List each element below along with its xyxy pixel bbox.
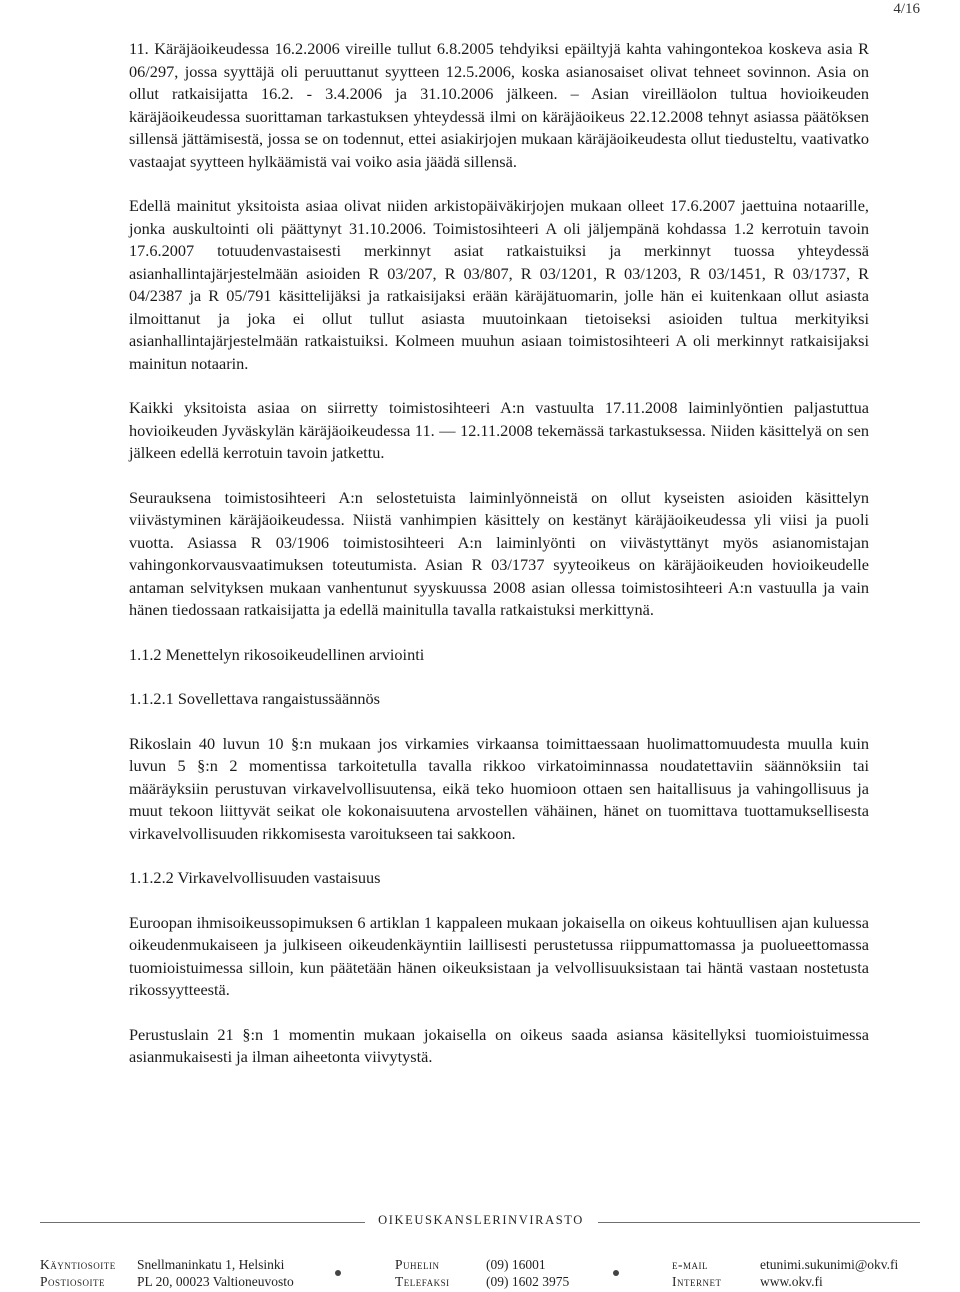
document-body (129, 38, 869, 1091)
footer-divider-right (598, 1222, 920, 1223)
web-label: Internet (672, 1274, 722, 1289)
paragraph-criminal-code: Rikoslain 40 luvun 10 §:n mukaan jos virkamies virkaansa toimittaessaan huolimattomuudesta muulla kuin luvun 5 §:n 2 momentissa tarkoitetulla tavalla rikkoo virkatoiminnassa noudatettaviin säännöksiin tai määräyksiin perustuvan virkavelvollisuutensa, eikä teko huomioon ottaen sen haitallisuus ja vahingollisuus ja muut tekoon liittyvät seikat ole kokonaisuutena arvostellen vähäinen, hänet on tuomittava tuottamuksellisesta virkavelvollisuuden rikkomisesta varoitukseen tai sakkoon. (129, 733, 869, 843)
footer-divider-left (40, 1222, 365, 1223)
paragraph-eleven-cases: Edellä mainitut yksitoista asiaa olivat niiden arkistopäiväkirjojen mukaan olleet 17.6.2007 jaettuina notaarille, jonka auskultointi oli päättynyt 31.10.2006. Toimistosihteeri A oli jäljempänä kohdassa 1.2 kerrotuin tavoin 17.6.2007 totuudenvastaisesti merkinnyt asiat ratkaistuiksi ja merkinnyt tuossa yhteydessä asianhallintajärjestelmään asioiden R 03/207, R 03/807, R 03/1201, R 03/1203, R 03/1451, R 03/1737, R 04/2387 ja R 05/791 käsittelijäksi ja ratkaisijaksi erään käräjätuomarin, jolle hän ei kuitenkaan ollut asiasta ilmoittanut ja joka ei ollut tullut asiasta muutoinkaan tietoiseksi asioiden tultua merkityiksi asianhallintajärjestelmään ratkaistuiksi. Kolmeen muuhun asiaan toimistosihteeri A oli merkinnyt ratkaisijaksi mainitun notaarin. (129, 196, 869, 373)
paragraph-case-11: 11. Käräjäoikeudessa 16.2.2006 vireille tullut 6.8.2005 tehdyiksi epäiltyjä kahta vahingontekoa koskeva asia R 06/297, jossa syyttäjä oli peruuttanut syytteen 12.5.2006, koska asianosaiset olivat tehneet sovinnon. Asia on ollut ratkaisijatta 16.2. - 3.4.2006 ja 31.10.2006 jälkeen. – Asian vireilläolon tultua hovioikeuden käräjäoikeudessa suorittaman tarkastuksen yhteydessä ilmi on käräjäoikeus 22.12.2008 tehnyt asiassa päätöksen sillensä jättämisestä, jossa se on todennut, ettei asiakirjojen mukaan käräjäoikeudesta ollut tiedusteltu, vaativatko vastaajat syytteen hylkäämistä vai voiko asia jäädä sillensä. (129, 39, 869, 171)
section-heading-applicable-provision: 1.1.2.1 Sovellettava rangaistussäännös (129, 689, 380, 708)
paragraph-transfer: Kaikki yksitoista asiaa on siirretty toimistosihteeri A:n vastuulta 17.11.2008 laiminlyöntien paljastuttua hovioikeuden Jyväskylän käräjäoikeudessa 11. — 12.11.2008 tekemässä tarkastuksessa. Niiden käsittelyä on sen jälkeen edellä kerrotuin tavoin jatkettu. (129, 398, 869, 462)
page-number: 4/16 (893, 1, 920, 17)
footer-bullet-icon (613, 1270, 619, 1276)
visit-address-label: Käyntiosoite (40, 1257, 116, 1272)
email-label: e-mail (672, 1257, 708, 1272)
fax-label: Telefaksi (395, 1274, 450, 1289)
paragraph-consequences: Seurauksena toimistosihteeri A:n selostetuista laiminlyönneistä on ollut kyseisten asioiden käsittelyn viivästyminen käräjäoikeudessa. Niistä vanhimpien käsittely on kestänyt käräjäoikeudessa yli viisi ja puoli vuotta. Asiassa R 03/1906 toimistosihteeri A:n laiminlyönti on viivästyttänyt myös asianomistajan vahingonkorvausvaatimuksen toteutumista. Asian R 03/1737 syyteoikeus on käräjäoikeuden hovioikeudelle antaman selvityksen mukaan vanhentunut syyskuussa 2008 asian ollessa toimistosihteeri A:n vastuulla ja vain hänen tiedossaan ratkaisijatta ja edellä mainitulla tavalla ratkaistuksi merkittynä. (129, 487, 869, 619)
section-heading-assessment: 1.1.2 Menettelyn rikosoikeudellinen arviointi (129, 644, 425, 664)
fax-value: (09) 1602 3975 (486, 1274, 570, 1289)
post-address-label: Postiosoite (40, 1274, 106, 1289)
section-heading-duty-violation: 1.1.2.2 Virkavelvollisuuden vastaisuus (129, 868, 381, 887)
paragraph-constitution: Perustuslain 21 §:n 1 momentin mukaan jokaisella on oikeus saada asiansa käsitellyksi tuomioistuimessa asianmukaisesti ja ilman aiheetonta viivytystä. (129, 1024, 869, 1066)
phone-value: (09) 16001 (486, 1257, 546, 1272)
post-address-value: PL 20, 00023 Valtioneuvosto (137, 1274, 294, 1289)
email-value: etunimi.sukunimi@okv.fi (760, 1257, 899, 1272)
web-value: www.okv.fi (760, 1274, 823, 1289)
footer-brand: OIKEUSKANSLERINVIRASTO (378, 1213, 584, 1227)
paragraph-echr: Euroopan ihmisoikeussopimuksen 6 artiklan 1 kappaleen mukaan jokaisella on oikeus kohtuullisen ajan kuluessa oikeudenmukaiseen ja julkiseen oikeudenkäyntiin laillisesti perustetussa riippumattomassa ja puolueettomassa tuomioistuimessa silloin, kun päätetään hänen oikeuksistaan ja velvollisuuksistaan tai häntä vastaan nostetusta rikossyytteestä. (129, 912, 869, 999)
footer-row-2 (0, 1274, 960, 1292)
footer-row-1 (0, 1257, 960, 1275)
phone-label: Puhelin (395, 1257, 440, 1272)
footer-bullet-icon (335, 1270, 341, 1276)
visit-address-value: Snellmaninkatu 1, Helsinki (137, 1257, 285, 1272)
